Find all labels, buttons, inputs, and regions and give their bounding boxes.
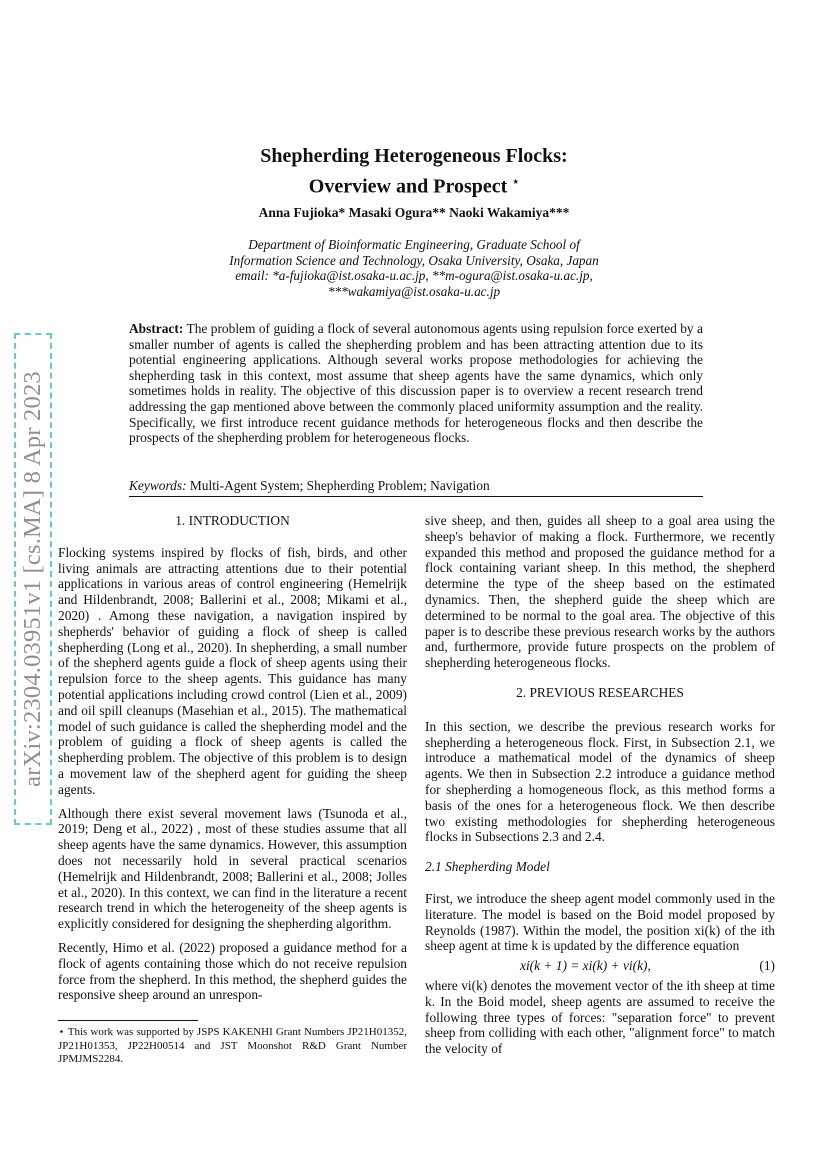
title-line-1: Shepherding Heterogeneous Flocks: — [260, 145, 568, 167]
equation-body: xi(k + 1) = xi(k) + vi(k), — [520, 958, 651, 974]
arxiv-stamp-text: arXiv:2304.03951v1 [cs.MA] 8 Apr 2023 — [19, 371, 46, 787]
keywords-label: Keywords: — [129, 478, 187, 493]
title-footnote-mark: ⋆ — [512, 176, 520, 188]
intro-paragraph-continued: sive sheep, and then, guides all sheep to a goal area using the sheep's behavior of making a flock. Furthermore, we recently expanded this method and proposed the guidance method for a flock containing variant sheep. In this method, the shepherd determine the type of the sheep based on the estimated dynamics. Then, the shepherd guide the sheep which are determined to be normal to the goal area. The objective of this paper is to describe these previous research works by the authors and, furthermore, provide future prospects on the problem of shepherding heterogeneous flocks. — [425, 513, 775, 671]
title-line-2: Overview and Prospect ⋆ — [308, 175, 520, 198]
abstract — [129, 321, 703, 446]
abstract-text: The problem of guiding a flock of several autonomous agents using repulsion force exerted by a smaller number of agents is called the shepherding problem and has been attracting attention due to its potential engineering applications. Although several works propose methodologies for achieving the shepherding task in this context, most assume that sheep agents have the same dynamics, which only sometimes holds in reality. The objective of this discussion paper is to overview a recent research trend addressing the gap mentioned above between the commonly placed uniformity assumption and the reality. Specifically, we first introduce recent guidance methods for heterogeneous flocks and then describe the prospects of the shepherding problem for heterogeneous flocks. — [129, 321, 703, 446]
intro-paragraph-2: Although there exist several movement laws (Tsunoda et al., 2019; Deng et al., 2022) , most of these studies assume that all sheep agents have the same dynamics. However, this assumption does not necessarily hold in several practical scenarios (Hemelrijk and Hildenbrandt, 2008; Ballerini et al., 2008; Jolles et al., 2020). In this context, we can find in the literature a recent research trend in which the heterogeneity of the sheep agents is explicitly considered for designing the shepherding algorithm. — [58, 805, 407, 932]
affiliation-line: ***wakamiya@ist.osaka-u.ac.jp — [327, 284, 501, 300]
keywords-text: Multi-Agent System; Shepherding Problem; Navigation — [189, 478, 490, 493]
equation-number: (1) — [759, 958, 775, 974]
equation-1 — [425, 958, 775, 974]
abstract-label: Abstract: — [129, 321, 184, 336]
paper-title — [0, 143, 828, 200]
left-column — [58, 513, 407, 1011]
model-paragraph-1: First, we introduce the sheep agent model commonly used in the literature. The model is based on the Boid model proposed by Reynolds (1987). Within the model, the position xi(k) of the ith sheep agent at time k is updated by the difference equation — [425, 890, 775, 954]
affiliation-line: email: *a-fujioka@ist.osaka-u.ac.jp, **m-ogura@ist.osaka-u.ac.jp, — [235, 268, 593, 284]
affiliation-line: Department of Bioinformatic Engineering, Graduate School of — [248, 237, 580, 252]
footnote-divider — [58, 1020, 198, 1021]
affiliation-line: Information Science and Technology, Osaka University, Osaka, Japan — [229, 252, 599, 268]
right-column — [425, 513, 775, 1065]
subsection-heading-shepherding-model: 2.1 Shepherding Model — [425, 859, 550, 875]
intro-paragraph-1: Flocking systems inspired by flocks of fish, birds, and other living animals are attracting attentions due to their potential applications in various areas of control engineering (Hemelrijk and Hildenbrandt, 2008; Ballerini et al., 2008; Mikami et al., 2020) . Among these navigation, a navigation inspired by shepherds' behavior of guiding a flock of sheep is called shepherding (Long et al., 2020). In shepherding, a small number of the shepherd agents guide a flock of sheep agents using their repulsion force to the sheep agents. This guidance has many potential applications including crowd control (Lien et al., 2009) and oil spill cleanups (Masehian et al., 2015). The mathematical model of such guidance is called the shepherding model and the problem of guiding a flock of sheep agents is called the shepherding problem. The objective of this problem is to design a movement law of the shepherd agent for guiding the sheep agents. — [58, 544, 407, 797]
previous-paragraph-1: In this section, we describe the previous research works for shepherding a heterogeneous flock. First, in Subsection 2.1, we introduce a mathematical model of the dynamics of sheep agents. We then in Subsection 2.2 introduce a guidance method for shepherding a homogeneous flock, as this method forms a basis of the ones for a heterogeneous flock. We then describe two existing methodologies for shepherding heterogeneous flocks in Subsections 2.3 and 2.4. — [425, 718, 775, 845]
arxiv-stamp — [14, 333, 52, 825]
keywords — [129, 478, 490, 494]
abstract-divider — [129, 496, 703, 497]
footnote: ⋆ This work was supported by JSPS KAKENHI Grant Numbers JP21H01352, JP21H01353, JP22H00514 and JST Moonshot R&D Grant Number JPMJMS2284. — [58, 1026, 407, 1066]
section-heading-previous-researches: 2. PREVIOUS RESEARCHES — [516, 684, 684, 700]
section-heading-introduction: 1. INTRODUCTION — [175, 513, 290, 528]
author-list: Anna Fujioka* Masaki Ogura** Naoki Wakamiya*** — [258, 205, 570, 220]
model-paragraph-2: where vi(k) denotes the movement vector of the ith sheep at time k. In the Boid model, sheep agents are assumed to receive the following three types of forces: "separation force" to prevent sheep from colliding with each other, "alignment force" to match the velocity of — [425, 977, 775, 1057]
affiliation — [0, 237, 828, 300]
intro-paragraph-3: Recently, Himo et al. (2022) proposed a guidance method for a flock of agents containing those which do not receive repulsion force from the shepherd. In this method, the shepherd guides the responsive sheep around an unrespon- — [58, 939, 407, 1003]
